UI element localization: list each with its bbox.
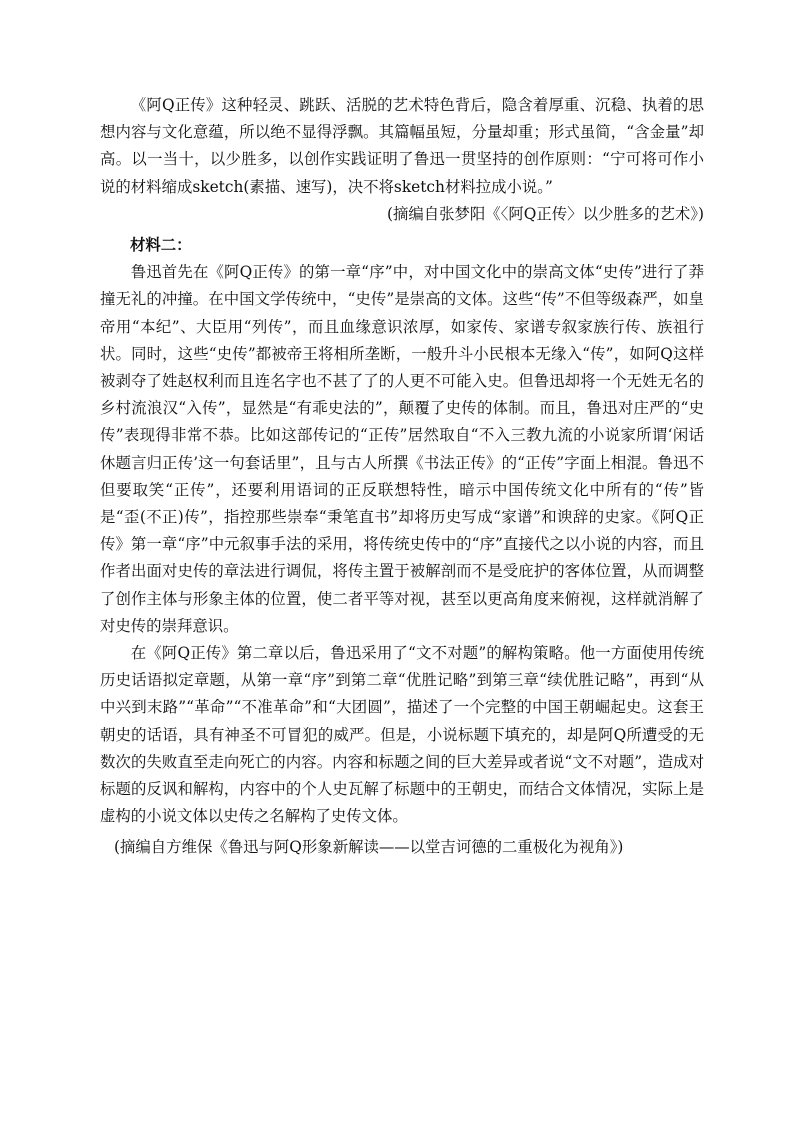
material1-paragraph: 《阿Q正传》这种轻灵、跳跃、活脱的艺术特色背后，隐含着厚重、沉稳、执着的思想内容与文化意蕴，所以绝不显得浮飘。其篇幅虽短，分量却重；形式虽简，“含金量”却高。以一当十，以少胜多，以创作实践证明了鲁迅一贯坚持的创作原则：“宁可将可作小说的材料缩成sketch(素描、速写)，决不将sketch材料拉成小说。”	[100, 96, 704, 196]
material2-source: (摘编自方维保《鲁迅与阿Q形象新解读——以堂吉诃德的二重极化为视角》)	[114, 838, 624, 857]
material2-paragraph-2: 在《阿Q正传》第二章以后，鲁迅采用了“文不对题”的解构策略。他一方面使用传统历史话语拟定章题，从第一章“序”到第二章“优胜记略”到第三章“续优胜记略”，再到“从中兴到末路”“革命”“不准革命”和“大团圆”，描述了一个完整的中国王朝崛起史。这套王朝史的话语，具有神圣不可冒犯的威严。但是，小说标题下填充的，却是阿Q所遭受的无数次的失败直至走向死亡的内容。内容和标题之间的巨大差异或者说“文不对题”，造成对标题的反讽和解构，内容中的个人史瓦解了标题中的王朝史，而结合文体情况，实际上是虚构的小说文体以史传之名解构了史传文体。	[100, 644, 704, 826]
material2-heading: 材料二：	[130, 236, 192, 255]
material2-paragraph-1: 鲁迅首先在《阿Q正传》的第一章“序”中，对中国文化中的崇高文体“史传”进行了莽撞无礼的冲撞。在中国文学传统中，“史传”是崇高的文体。这些“传”不但等级森严，如皇帝用“本纪”、大臣用“列传”，而且血缘意识浓厚，如家传、家谱专叙家族行传、族祖行状。同时，这些“史传”都被帝王将相所垄断，一般升斗小民根本无缘入“传”，如阿Q这样被剥夺了姓赵权利而且连名字也不甚了了的人更不可能入史。但鲁迅却将一个无姓无名的乡村流浪汉“入传”，显然是“有乖史法的”，颠覆了史传的体制。而且，鲁迅对庄严的“史传”表现得非常不恭。比如这部传记的“正传”居然取自“不入三教九流的小说家所谓‘闲话休题言归正传’这一句套话里”，且与古人所撰《书法正传》的“正传”字面上相混。鲁迅不但要取笑“正传”，还要利用语词的正反联想特性，暗示中国传统文化中所有的“传”皆是“歪(不正)传”，指控那些崇奉“秉笔直书”却将历史写成“家谱”和谀辞的史家。《阿Q正传》第一章“序”中元叙事手法的采用，将传统史传中的“序”直接代之以小说的内容，而且作者出面对史传的章法进行调侃，将传主置于被解剖而不是受庇护的客体位置，从而调整了创作主体与形象主体的位置，使二者平等对视，甚至以更高角度来俯视，这样就消解了对史传的崇拜意识。	[100, 263, 704, 635]
document-page	[100, 92, 704, 862]
material1-source: (摘编自张梦阳《〈阿Q正传〉以少胜多的艺术》)	[386, 204, 704, 223]
